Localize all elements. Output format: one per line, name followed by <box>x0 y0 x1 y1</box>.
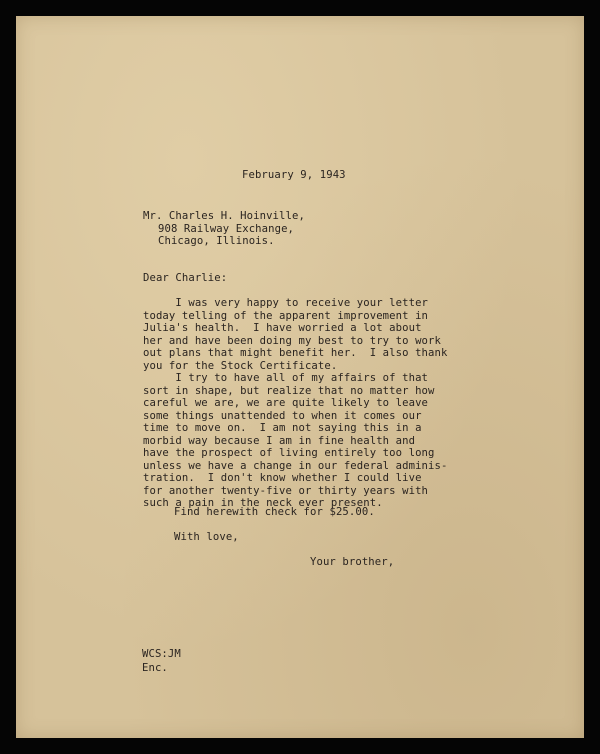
body-line: today telling of the apparent improvement in <box>143 309 429 322</box>
body-line: careful we are, we are quite likely to leave <box>143 397 429 409</box>
salutation: Dear Charlie: <box>143 272 228 284</box>
body-line: out plans that might benefit her. I also thank <box>143 347 448 359</box>
address-line: Mr. Charles H. Hoinville, <box>143 210 305 222</box>
letter-page <box>16 16 584 738</box>
letter-date: February 9, 1943 <box>242 169 346 181</box>
body-paragraph-2 <box>143 372 447 510</box>
body-line: her and have been doing my best to try to work <box>143 334 441 347</box>
closing: With love, <box>174 531 239 543</box>
body-line: such a pain in the neck ever present. <box>143 497 383 509</box>
enclosure-note: Enc. <box>142 662 168 674</box>
reference-initials: WCS:JM <box>142 648 181 660</box>
body-line: I was very happy to receive your letter <box>143 297 429 309</box>
body-line: unless we have a change in our federal adminis- <box>143 459 448 472</box>
body-paragraph-1 <box>143 297 447 372</box>
body-line: you for the Stock Certificate. <box>143 359 338 372</box>
body-line: some things unattended to when it comes our <box>143 409 422 422</box>
address-line: Chicago, Illinois. <box>158 235 275 247</box>
body-line: time to move on. I am not saying this in a <box>143 422 422 434</box>
body-line: morbid way because I am in fine health and <box>143 434 416 447</box>
body-line: sort in shape, but realize that no matter how <box>143 384 435 397</box>
body-line: Julia's health. I have worried a lot about <box>143 322 422 334</box>
body-line: tration. I don't know whether I could live <box>143 472 422 484</box>
signoff: Your brother, <box>310 556 395 568</box>
address-line: 908 Railway Exchange, <box>158 222 295 235</box>
recipient-address <box>143 210 305 248</box>
body-line: have the prospect of living entirely too long <box>143 447 435 459</box>
body-line: I try to have all of my affairs of that <box>143 372 429 384</box>
body-paragraph-3: Find herewith check for $25.00. <box>174 506 375 518</box>
body-line: for another twenty-five or thirty years with <box>143 484 429 497</box>
